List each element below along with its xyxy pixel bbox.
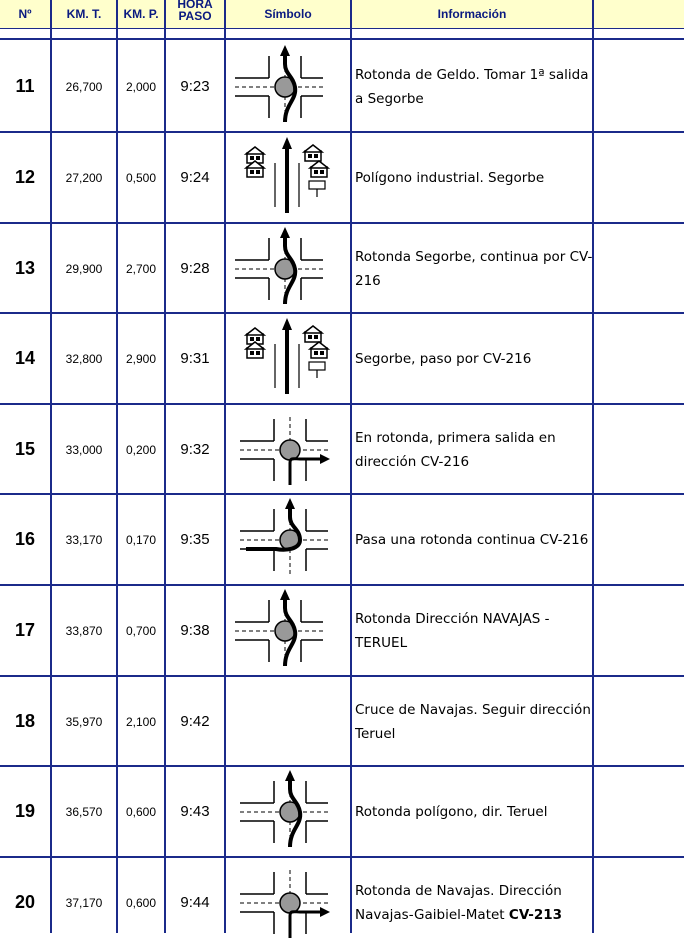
table-row — [0, 42, 684, 131]
information-text: Polígono industrial. Segorbe — [355, 169, 545, 186]
header-simbolo: Símbolo — [264, 7, 312, 21]
table-row — [0, 677, 684, 766]
hora-paso: 9:23 — [180, 78, 210, 95]
hora-paso: 9:35 — [180, 531, 210, 548]
row-number: 16 — [14, 529, 36, 549]
roundabout-straight-icon — [226, 42, 350, 131]
row-divider — [0, 28, 684, 29]
information-text: Rotonda polígono, dir. Teruel — [355, 803, 548, 820]
information-text — [355, 879, 593, 927]
table-row — [0, 405, 684, 494]
information-text: Segorbe, paso por CV-216 — [355, 350, 532, 367]
information-cell — [353, 42, 593, 131]
row-divider — [0, 38, 684, 40]
symbol-cell — [226, 767, 350, 856]
km-partial: 0,600 — [125, 895, 157, 910]
header-hora-paso: HORA PASO — [177, 0, 213, 23]
row-number: 11 — [15, 76, 35, 96]
symbol-cell — [226, 586, 350, 675]
header-informacion: Información — [437, 7, 507, 21]
symbol-cell — [226, 224, 350, 313]
information-text: Pasa una rotonda continua CV-216 — [355, 531, 589, 548]
industrial-zone-icon — [226, 133, 350, 222]
km-partial: 2,900 — [125, 351, 157, 366]
km-total: 32,800 — [65, 351, 103, 366]
symbol-cell — [226, 133, 350, 222]
symbol-cell — [226, 314, 350, 403]
header-no: Nº — [18, 7, 32, 21]
symbol-cell — [226, 495, 350, 584]
hora-paso: 9:24 — [180, 169, 210, 186]
hora-paso: 9:44 — [180, 894, 210, 911]
km-partial: 0,500 — [125, 170, 157, 185]
row-number: 20 — [14, 892, 36, 912]
km-partial: 2,700 — [125, 261, 157, 276]
table-row — [0, 224, 684, 313]
table-row — [0, 133, 684, 222]
km-partial: 2,100 — [125, 714, 157, 729]
roundabout-right-exit-icon — [226, 405, 350, 494]
km-partial: 0,200 — [125, 442, 157, 457]
km-partial: 2,000 — [125, 79, 157, 94]
hora-paso: 9:43 — [180, 803, 210, 820]
header-km-p: KM. P. — [123, 7, 159, 21]
header-km-t: KM. T. — [66, 7, 102, 21]
row-number: 13 — [14, 258, 36, 278]
information-text: Rotonda Segorbe, continua por CV-216 — [355, 248, 593, 289]
km-partial: 0,700 — [125, 623, 157, 638]
row-number: 15 — [14, 439, 36, 459]
roundabout-left-straight-icon — [226, 495, 350, 584]
table-row — [0, 586, 684, 675]
km-total: 26,700 — [65, 79, 103, 94]
table-row — [0, 767, 684, 856]
information-text-plain: Rotonda de Navajas. Dirección Navajas-Gaibiel-Matet — [355, 882, 562, 923]
km-partial: 0,600 — [125, 804, 157, 819]
hora-paso: 9:38 — [180, 622, 210, 639]
symbol-cell — [226, 405, 350, 494]
information-cell — [353, 858, 593, 947]
town-icon — [226, 314, 350, 403]
information-text: En rotonda, primera salida en dirección CV-216 — [355, 429, 556, 470]
km-partial: 0,170 — [125, 532, 157, 547]
hora-paso: 9:42 — [180, 713, 210, 730]
km-total: 27,200 — [65, 170, 103, 185]
km-total: 29,900 — [65, 261, 103, 276]
information-text: Rotonda de Geldo. Tomar 1ª salida a Segorbe — [355, 66, 589, 107]
row-number: 18 — [14, 711, 36, 731]
table-row — [0, 314, 684, 403]
row-number: 19 — [14, 801, 36, 821]
information-cell — [353, 495, 593, 584]
information-text: Rotonda Dirección NAVAJAS - TERUEL — [355, 610, 550, 651]
hora-paso: 9:31 — [180, 350, 210, 367]
km-total: 33,870 — [65, 623, 103, 638]
information-road-code: CV-213 — [508, 906, 563, 923]
table-header — [0, 0, 684, 28]
roundabout-straight-icon — [226, 586, 350, 675]
km-total: 35,970 — [65, 714, 103, 729]
row-number: 12 — [14, 167, 36, 187]
information-cell — [353, 405, 593, 494]
information-cell — [353, 767, 593, 856]
symbol-cell — [226, 858, 350, 947]
table-row — [0, 495, 684, 584]
row-number: 17 — [14, 620, 36, 640]
km-total: 33,170 — [65, 532, 103, 547]
information-cell — [353, 586, 593, 675]
information-cell — [353, 314, 593, 403]
roundabout-straight-icon — [226, 224, 350, 313]
hora-paso: 9:32 — [180, 441, 210, 458]
km-total: 37,170 — [65, 895, 103, 910]
hora-paso: 9:28 — [180, 260, 210, 277]
information-text: Cruce de Navajas. Seguir dirección Teruel — [355, 701, 591, 742]
row-number: 14 — [14, 348, 36, 368]
roundabout-right-exit-icon — [226, 858, 350, 947]
information-cell — [353, 224, 593, 313]
symbol-cell — [226, 677, 350, 766]
roundabout-straight-icon — [226, 767, 350, 856]
table-row — [0, 858, 684, 947]
km-total: 33,000 — [65, 442, 103, 457]
information-cell — [353, 677, 593, 766]
symbol-cell — [226, 42, 350, 131]
information-cell — [353, 133, 593, 222]
km-total: 36,570 — [65, 804, 103, 819]
